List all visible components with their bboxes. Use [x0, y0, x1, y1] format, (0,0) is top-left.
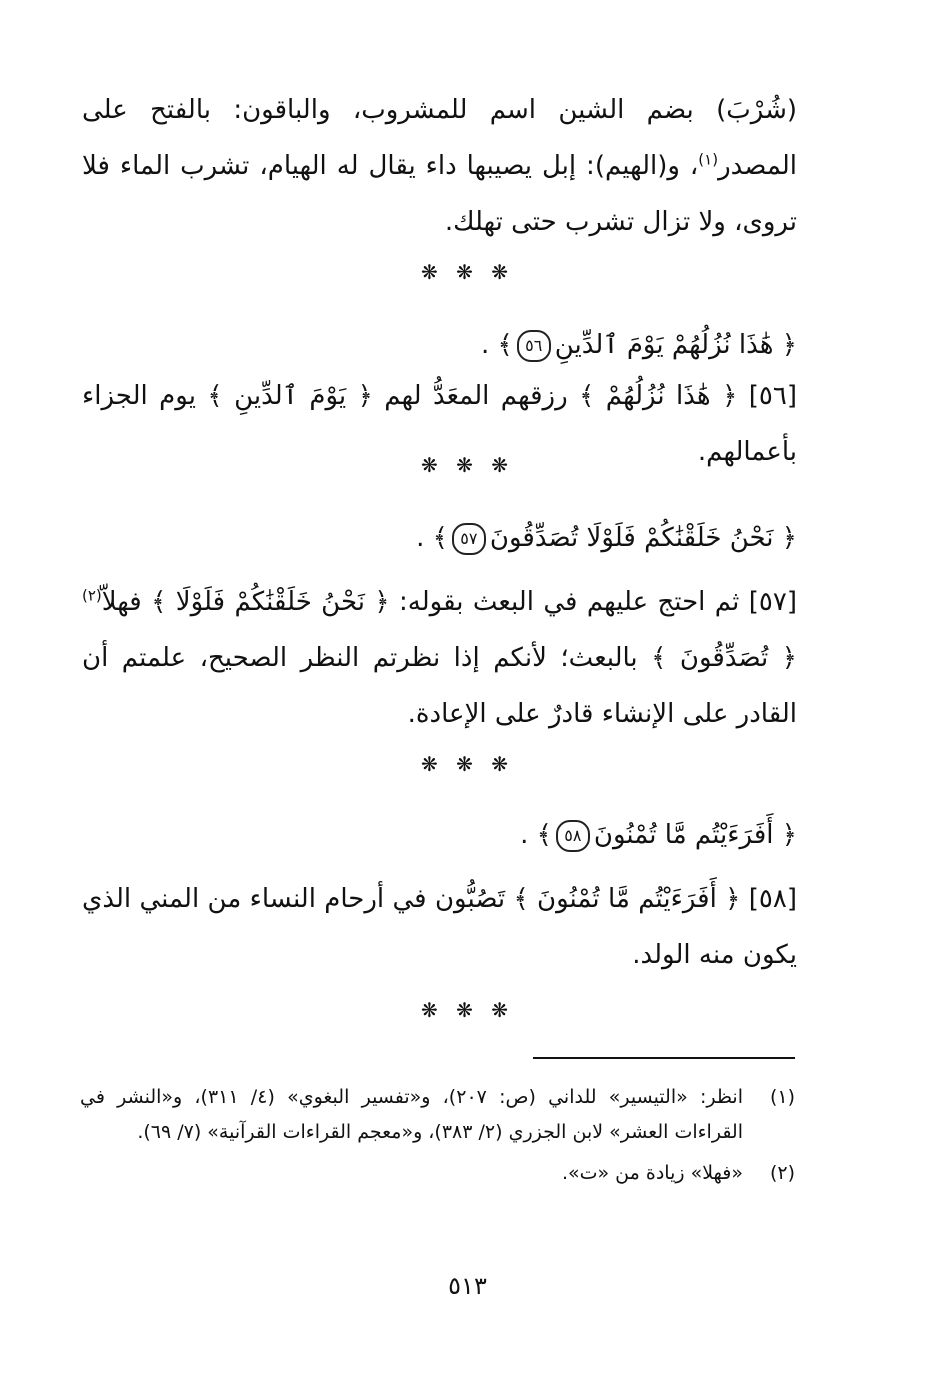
footnote-number: (٢) — [769, 1162, 795, 1184]
verse-text: ﴿ هَٰذَا نُزُلُهُمْ يَوْمَ ٱلدِّينِ — [554, 330, 797, 360]
footnote-text: انظر: «التيسير» للداني (ص: ٢٠٧)، و«تفسير البغوي» (٤/ ٣١١)، و«النشر في القراءات العشر» لابن الجزري (٢/ ٣٨٣)، و«معجم القراءات القرآنية» (٧/ ٦٩). — [80, 1086, 743, 1143]
footnotes — [80, 1080, 795, 1197]
section-separator: ❋ ❋ ❋ — [421, 453, 514, 477]
tafsir-paragraph-57 — [82, 574, 797, 742]
verse-end: ﴾ . — [480, 330, 513, 360]
quran-verse-58 — [82, 812, 797, 858]
ayah-number-56: ٥٦ — [517, 330, 551, 362]
footnote-number: (١) — [769, 1086, 795, 1108]
footnote-ref-1[interactable]: (١) — [698, 150, 719, 169]
footnote-ref-2[interactable]: (٢) — [82, 586, 102, 605]
ayah-number-57: ٥٧ — [452, 523, 486, 555]
section-separator: ❋ ❋ ❋ — [421, 998, 514, 1022]
paragraph-text-rest: ، و(الهيم): إبل يصيبها داء يقال له الهيام، تشرب الماء فلا تروى، ولا تزال تشرب حتى تهلك. — [82, 151, 797, 237]
tafsir-paragraph-56: [٥٦] ﴿ هَٰذَا نُزُلُهُمْ ﴾ رزقهم المعَدُّ لهم ﴿ يَوْمَ ٱلدِّينِ ﴾ يوم الجزاء بأعمالهم. — [82, 381, 797, 467]
quran-verse-57 — [82, 515, 797, 561]
section-separator: ❋ ❋ ❋ — [421, 260, 514, 284]
paragraph-text: (شُرْبَ) بضم الشين اسم للمشروب، والباقون: بالفتح على المصدر — [82, 95, 797, 181]
paragraph-qiraat-note — [82, 82, 797, 250]
section-separator: ❋ ❋ ❋ — [421, 752, 514, 776]
tafsir-paragraph-58: [٥٨] ﴿ أَفَرَءَيْتُم مَّا تُمْنُونَ ﴾ تَصُبُّون في أرحام النساء من المني الذي يكون منه الولد. — [82, 884, 797, 970]
quran-verse-56 — [82, 322, 797, 368]
verse-end: ﴾ . — [416, 523, 448, 553]
footnote-2 — [80, 1156, 795, 1191]
paragraph-text: [٥٧] ثم احتج عليهم في البعث بقوله: ﴿ نَحْنُ خَلَقْنَٰكُمْ فَلَوْلَا ﴾ فهلاّ — [101, 587, 797, 617]
footnote-divider — [533, 1057, 795, 1059]
verse-text: ﴿ نَحْنُ خَلَقْنَٰكُمْ فَلَوْلَا تُصَدِّقُونَ — [489, 523, 797, 553]
verse-text: ﴿ أَفَرَءَيْتُم مَّا تُمْنُونَ — [593, 820, 797, 850]
ayah-number-58: ٥٨ — [556, 820, 590, 852]
paragraph-text-rest: ﴿ تُصَدِّقُونَ ﴾ بالبعث؛ لأنكم إذا نظرتم النظر الصحيح، علمتم أن القادر على الإنشاء قادرٌ على الإعادة. — [82, 643, 797, 729]
verse-end: ﴾ . — [520, 820, 552, 850]
footnote-text: «فهلا» زيادة من «ت». — [561, 1162, 743, 1184]
page-number: ٥١٣ — [448, 1272, 487, 1300]
footnote-1 — [80, 1080, 795, 1150]
